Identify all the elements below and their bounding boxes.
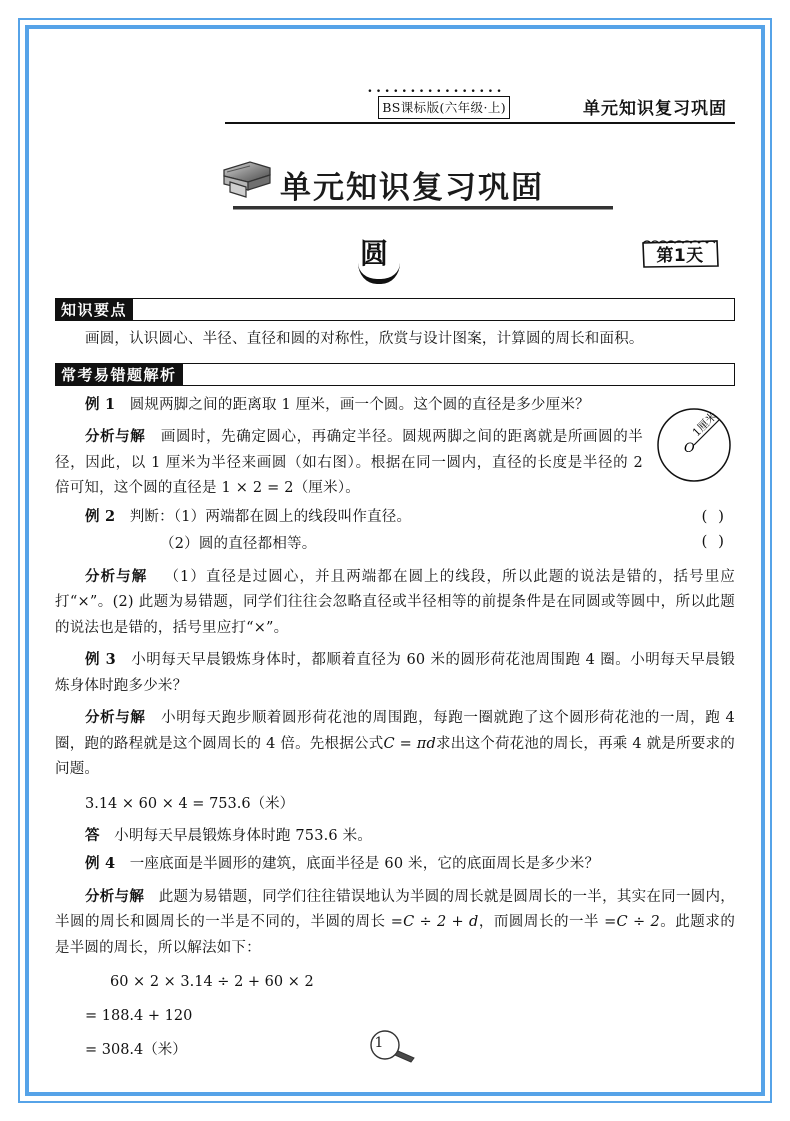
example-4-question xyxy=(55,851,735,878)
example-1 xyxy=(55,392,735,502)
book-pencil-icon xyxy=(220,158,276,204)
example-3-question xyxy=(55,647,735,699)
example-1-analysis-label: 分析与解 xyxy=(85,428,146,445)
day-badge-label: 第1天 xyxy=(656,245,704,266)
section-header-error-analysis-label: 常考易错题解析 xyxy=(55,363,183,386)
example-2-analysis-label: 分析与解 xyxy=(85,567,148,585)
key-points-body: 画圆，认识圆心、半径、直径和圆的对称性，欣赏与设计图案，计算圆的周长和面积。 xyxy=(85,331,644,347)
example-3-analysis-part-2: 求出这个荷花池的周长，再乘 4 就是所要求的问题。 xyxy=(55,735,735,777)
example-2 xyxy=(55,504,735,642)
example-3-calculation: 3.14 × 60 × 4 = 753.6（米） xyxy=(85,795,295,812)
example-4-step-2: = 188.4 + 120 xyxy=(85,1008,193,1024)
example-2-item-2-line xyxy=(160,532,735,558)
example-2-analysis-text: （1）直径是过圆心，并且两端都在圆上的线段，所以此题的说法是错的，括号里应打“×”。(2) 此题为易错题，同学们往往会忽略直径或半径相等的前提条件是在同圆或等圆中，所以此题的说法也是错的，括号里应打“×”。 xyxy=(55,568,735,636)
page-content xyxy=(55,70,735,1070)
chapter-title: 圆 xyxy=(360,237,390,270)
unit-banner xyxy=(55,158,735,220)
example-1-question-text: 圆规两脚之间的距离取 1 厘米，画一个圆。这个圆的直径是多少厘米？ xyxy=(129,396,590,413)
page-number: 1 xyxy=(374,1035,384,1051)
svg-text:O: O xyxy=(684,440,695,456)
circle-radius-diagram xyxy=(651,402,737,488)
example-4-analysis-part-3: 。此题求的是半圆的周长，所以解法如下： xyxy=(55,914,736,956)
example-3-analysis xyxy=(55,705,735,783)
example-4-question-text: 一座底面是半圆形的建筑，底面半径是 60 米，它的底面周长是多少米？ xyxy=(129,856,600,872)
example-3-question-text: 小明每天早晨锻炼身体时，都顺着直径为 60 米的圆形荷花池周围跑 4 圈。小明每天早晨锻炼身体时跑多少米？ xyxy=(55,652,735,694)
unit-banner-title: 单元知识复习巩固 xyxy=(280,170,544,206)
section-header-outline xyxy=(55,298,735,321)
example-3-answer-line xyxy=(55,823,735,850)
example-3-answer-label: 答 xyxy=(85,826,100,844)
running-head-dot-rule: •••••••••••••••• xyxy=(367,87,505,97)
running-head-title: 单元知识复习巩固 xyxy=(583,99,727,119)
example-2-question-lead: 判断： xyxy=(129,508,174,525)
section-header-key-points-label: 知识要点 xyxy=(55,298,133,321)
chapter-heading-row xyxy=(55,232,735,288)
example-4-formula-2: C ÷ 2 xyxy=(616,914,660,930)
running-head xyxy=(55,70,735,122)
example-1-number: 例 1 xyxy=(85,395,116,413)
example-4-step-1: 60 × 2 × 3.14 ÷ 2 + 60 × 2 xyxy=(110,974,314,990)
example-3-answer-text: 小明每天早晨锻炼身体时跑 753.6 米。 xyxy=(114,827,373,844)
example-3-number: 例 3 xyxy=(85,651,116,668)
example-2-answer-blanks xyxy=(702,504,727,555)
example-4-step-3: = 308.4（米） xyxy=(85,1042,187,1058)
edition-label: BS课标版(六年级·上) xyxy=(378,96,510,119)
example-1-analysis-text: 画圆时，先确定圆心，再确定半径。圆规两脚之间的距离就是所画圆的半径，因此，以 1 厘米为半径来画圆（如右图）。根据在同一圆内，直径的长度是半径的 2 倍可知，这个圆的直径是 1 × 2 = 2（厘米）。 xyxy=(55,429,643,496)
example-2-question xyxy=(55,504,735,531)
section-header-error-analysis xyxy=(55,363,735,386)
svg-text:1厘米: 1厘米 xyxy=(689,408,720,439)
example-3-formula: C = πd xyxy=(383,735,436,752)
chapter-title-underline xyxy=(358,263,400,284)
page-footer xyxy=(55,1028,735,1072)
example-4-analysis xyxy=(55,884,735,962)
day-badge xyxy=(639,236,721,270)
example-2-blank-1[interactable]: ( ) xyxy=(701,506,727,525)
example-2-item-2: （2）圆的直径都相等。 xyxy=(160,536,317,552)
example-4-number: 例 4 xyxy=(85,855,116,872)
example-2-item-1: （1）两端都在圆上的线段叫作直径。 xyxy=(173,508,412,525)
section-header-key-points xyxy=(55,298,735,321)
example-4-analysis-part-2: ，而圆周长的一半 = xyxy=(478,914,617,930)
example-1-analysis xyxy=(55,424,735,502)
example-3-analysis-part-1: 小明每天跑步顺着圆形荷花池的周围跑，每跑一圈就跑了这个圆形荷花池的一周，跑 4 圈，跑的路程就是这个圆周长的 4 倍。先根据公式 xyxy=(55,710,735,752)
example-2-blank-2[interactable]: ( ) xyxy=(701,532,727,550)
example-2-analysis xyxy=(55,564,735,642)
running-head-rule xyxy=(225,122,735,124)
example-2-number: 例 2 xyxy=(85,507,116,525)
unit-banner-rule-shadow xyxy=(233,209,613,210)
example-3-analysis-label: 分析与解 xyxy=(85,709,146,726)
example-4-analysis-label: 分析与解 xyxy=(85,887,145,905)
example-1-question xyxy=(55,392,735,419)
example-4-formula-1: C ÷ 2 + d xyxy=(403,914,479,930)
example-4-analysis-part-1: 此题为易错题，同学们往往错误地认为半圆的周长就是圆周长的一半，其实在同一圆内，半圆的周长和圆周长的一半是不同的，半圆的周长 = xyxy=(55,888,735,930)
example-3 xyxy=(55,647,735,849)
